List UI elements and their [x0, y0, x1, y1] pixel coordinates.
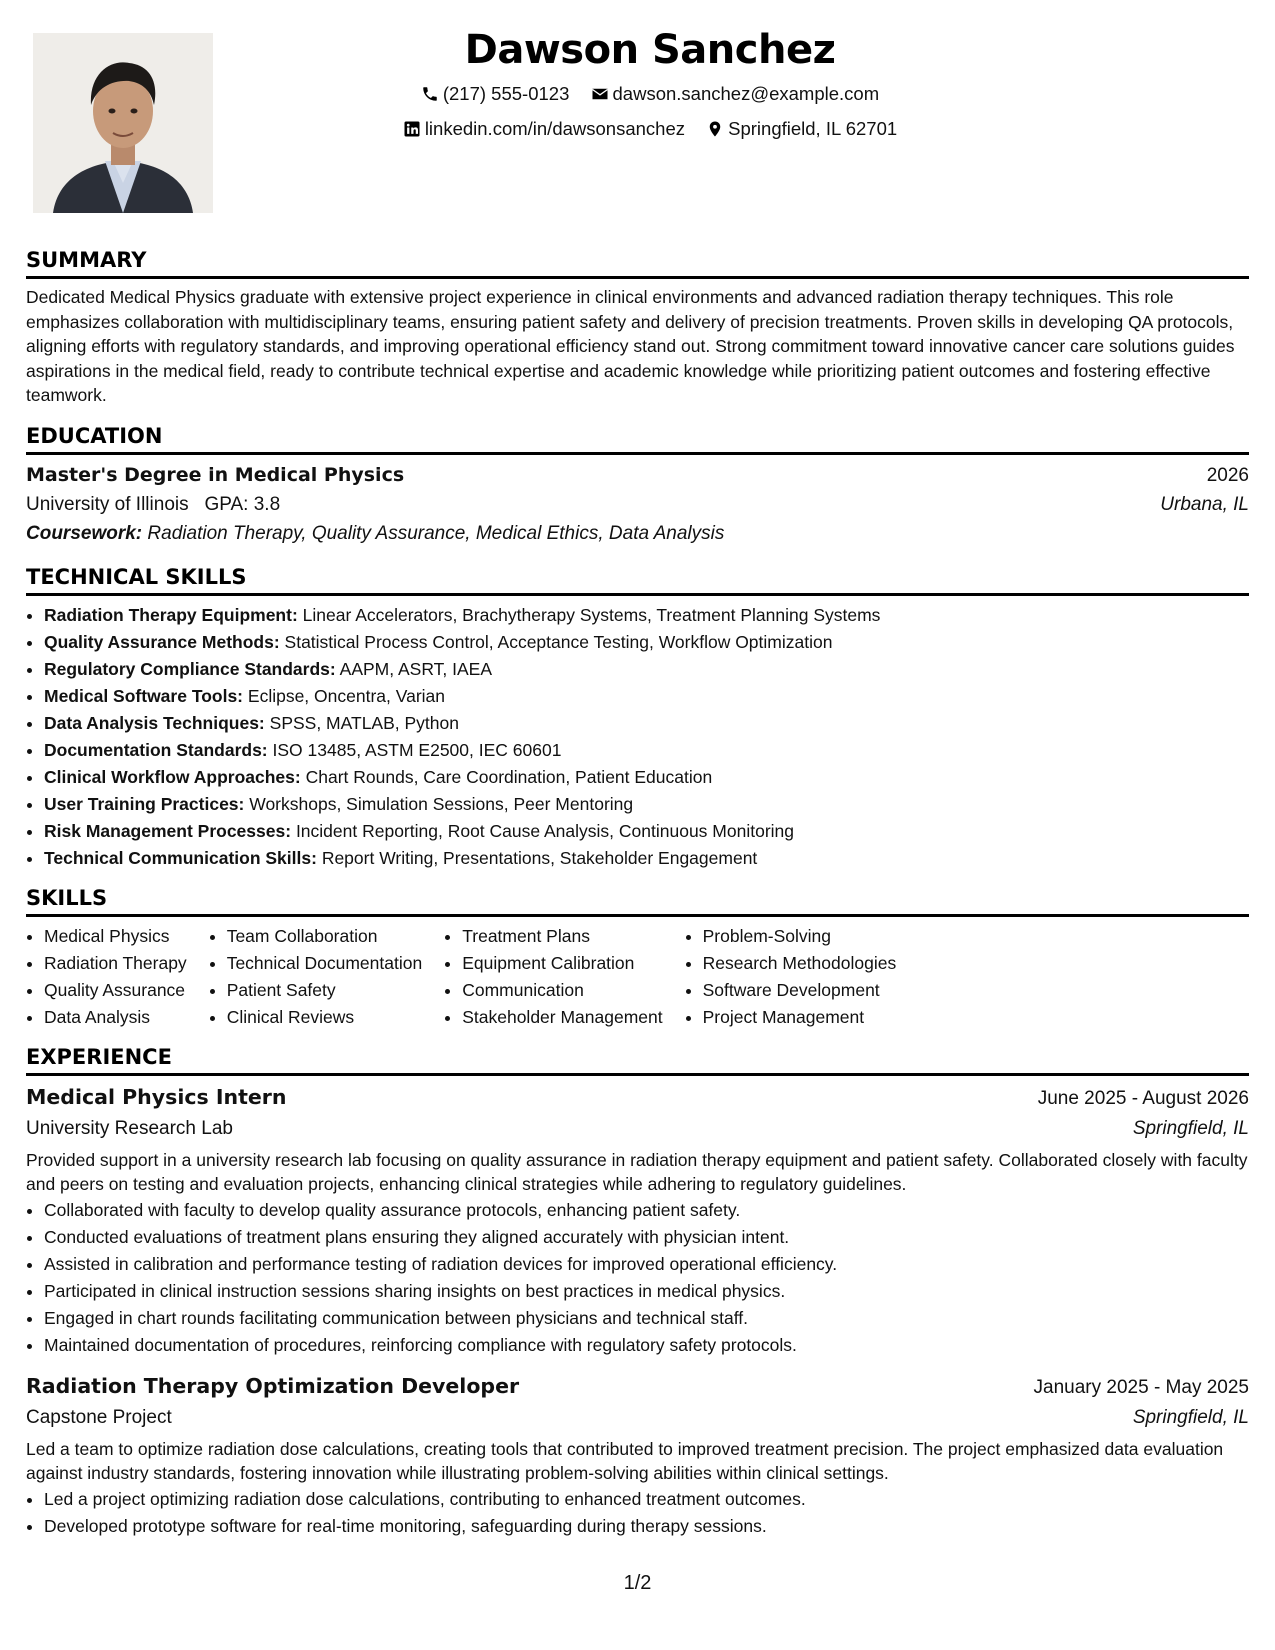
- job-organization: Capstone Project: [26, 1406, 172, 1428]
- skill-item: • Communication: [462, 977, 662, 1004]
- job-bullet: • Collaborated with faculty to develop quality assurance protocols, enhancing patient safety.: [44, 1197, 1249, 1224]
- technical-skill-label: Radiation Therapy Equipment:: [44, 604, 298, 625]
- graduation-year: 2026: [1206, 464, 1249, 486]
- location-text: Springfield, IL 62701: [728, 118, 898, 139]
- technical-skill-item: [44, 710, 1249, 737]
- summary-heading: SUMMARY: [26, 246, 1249, 279]
- candidate-name: Dawson Sanchez: [464, 27, 836, 73]
- school-name: University of Illinois: [26, 493, 189, 515]
- coursework-list: Radiation Therapy, Quality Assurance, Medical Ethics, Data Analysis: [147, 522, 725, 544]
- technical-skill-value: Linear Accelerators, Brachytherapy Systems, Treatment Planning Systems: [302, 604, 881, 625]
- technical-skills-list: [26, 602, 1249, 872]
- phone-text: (217) 555-0123: [442, 83, 570, 104]
- technical-skill-item: [44, 737, 1249, 764]
- email-contact[interactable]: [591, 78, 880, 110]
- job-bullet: • Maintained documentation of procedures, reinforcing compliance with regulatory safety protocols.: [44, 1332, 1249, 1359]
- job-bullet: • Participated in clinical instruction sessions sharing insights on best practices in medical physics.: [44, 1278, 1249, 1305]
- education-heading: EDUCATION: [26, 422, 1249, 455]
- technical-skill-value: Incident Reporting, Root Cause Analysis, Continuous Monitoring: [295, 820, 794, 841]
- email-text: dawson.sanchez@example.com: [612, 83, 880, 104]
- job-bullet: • Assisted in calibration and performance testing of radiation devices for improved operational efficiency.: [44, 1251, 1249, 1278]
- experience-list: [26, 1082, 1249, 1540]
- job-entry: [26, 1371, 1249, 1540]
- technical-skill-value: Chart Rounds, Care Coordination, Patient Education: [305, 766, 713, 787]
- page-number: 1/2: [623, 1572, 652, 1594]
- job-location: Springfield, IL: [1132, 1406, 1249, 1428]
- technical-skill-item: [44, 791, 1249, 818]
- job-bullets: [26, 1197, 1249, 1359]
- skill-item: • Research Methodologies: [703, 950, 897, 977]
- degree-title: Master's Degree in Medical Physics: [26, 463, 405, 486]
- technical-skill-item: [44, 818, 1249, 845]
- technical-skill-item: [44, 656, 1249, 683]
- skills-column: [209, 923, 423, 1031]
- envelope-icon: [591, 85, 609, 103]
- contact-row-1: [300, 78, 1000, 113]
- resume-body: [26, 246, 1249, 1540]
- resume-header: [300, 22, 1000, 148]
- skill-item: • Data Analysis: [44, 1004, 187, 1031]
- technical-skill-label: Data Analysis Techniques:: [44, 712, 265, 733]
- skills-heading: SKILLS: [26, 884, 1249, 917]
- skill-item: • Clinical Reviews: [227, 1004, 423, 1031]
- linkedin-contact[interactable]: [403, 113, 685, 145]
- summary-text: Dedicated Medical Physics graduate with extensive project experience in clinical environments and advanced radiation therapy techniques. This role emphasizes collaboration with multidisciplinary teams, ensuring patient safety and delivery of precision treatments. Proven skills in developing QA protocols, aligning efforts with regulatory standards, and improving operational efficiency stand out. Strong commitment toward innovative cancer care solutions guides aspirations in the medical field, ready to contribute technical expertise and academic knowledge while prioritizing patient outcomes and fostering effective teamwork.: [26, 287, 1235, 405]
- skill-item: • Stakeholder Management: [462, 1004, 662, 1031]
- job-bullets: [26, 1486, 1249, 1540]
- technical-skill-item: [44, 683, 1249, 710]
- phone-icon: [421, 85, 439, 103]
- skills-column: [685, 923, 897, 1031]
- skills-column: [26, 923, 187, 1031]
- technical-skills-heading: TECHNICAL SKILLS: [26, 563, 1249, 596]
- skill-item: • Project Management: [703, 1004, 897, 1031]
- technical-skill-label: Clinical Workflow Approaches:: [44, 766, 301, 787]
- skill-item: • Equipment Calibration: [462, 950, 662, 977]
- job-bullet: • Led a project optimizing radiation dose calculations, contributing to enhanced treatment outcomes.: [44, 1486, 1249, 1513]
- technical-skill-label: Regulatory Compliance Standards:: [44, 658, 336, 679]
- avatar: [33, 33, 213, 213]
- profile-photo: [33, 33, 213, 213]
- job-organization: University Research Lab: [26, 1117, 233, 1139]
- technical-skill-value: Report Writing, Presentations, Stakeholder Engagement: [321, 847, 758, 868]
- skills-grid: [26, 923, 1249, 1031]
- job-bullet: • Conducted evaluations of treatment plans ensuring they aligned accurately with physician intent.: [44, 1224, 1249, 1251]
- job-entry: [26, 1082, 1249, 1359]
- technical-skill-item: [44, 629, 1249, 656]
- technical-skill-value: Eclipse, Oncentra, Varian: [247, 685, 446, 706]
- technical-skill-label: Quality Assurance Methods:: [44, 631, 280, 652]
- job-dates: June 2025 - August 2026: [1037, 1087, 1249, 1109]
- location-contact: [706, 113, 897, 145]
- technical-skill-label: Risk Management Processes:: [44, 820, 292, 841]
- technical-skill-label: Medical Software Tools:: [44, 685, 244, 706]
- job-bullet: • Engaged in chart rounds facilitating communication between physicians and technical staff.: [44, 1305, 1249, 1332]
- linkedin-icon: [403, 120, 421, 138]
- job-bullet: • Developed prototype software for real-time monitoring, safeguarding during therapy sessions.: [44, 1513, 1249, 1540]
- skill-item: • Radiation Therapy: [44, 950, 187, 977]
- technical-skill-label: Documentation Standards:: [44, 739, 268, 760]
- job-title: Medical Physics Intern: [26, 1084, 287, 1109]
- job-location: Springfield, IL: [1132, 1117, 1249, 1139]
- technical-skill-item: [44, 602, 1249, 629]
- contact-row-2: [300, 113, 1000, 148]
- job-description: Led a team to optimize radiation dose calculations, creating tools that contributed to improved treatment precision. The project emphasized data evaluation against industry standards, fostering innovation while illustrating problem-solving abilities within clinical settings.: [26, 1438, 1224, 1483]
- technical-skill-value: Workshops, Simulation Sessions, Peer Mentoring: [249, 793, 634, 814]
- job-title: Radiation Therapy Optimization Developer: [26, 1373, 520, 1398]
- technical-skill-value: AAPM, ASRT, IAEA: [339, 658, 493, 679]
- technical-skill-item: [44, 764, 1249, 791]
- technical-skill-item: [44, 845, 1249, 872]
- technical-skill-value: SPSS, MATLAB, Python: [269, 712, 459, 733]
- technical-skill-label: Technical Communication Skills:: [44, 847, 317, 868]
- job-dates: January 2025 - May 2025: [1033, 1376, 1249, 1398]
- linkedin-text: linkedin.com/in/dawsonsanchez: [424, 118, 685, 139]
- skill-item: • Problem-Solving: [703, 923, 897, 950]
- job-description: Provided support in a university research lab focusing on quality assurance in radiation therapy equipment and patient safety. Collaborated closely with faculty and peers on testing and evaluation projects, enhancing clinical strategies while adhering to regulatory guidelines.: [26, 1149, 1248, 1194]
- coursework-line: [26, 519, 1249, 549]
- skill-item: • Technical Documentation: [227, 950, 423, 977]
- school-location: Urbana, IL: [1160, 493, 1249, 515]
- skill-item: • Software Development: [703, 977, 897, 1004]
- phone-contact[interactable]: [421, 78, 570, 110]
- coursework-label: Coursework:: [26, 522, 143, 544]
- education-entry: [26, 461, 1249, 549]
- skill-item: • Treatment Plans: [462, 923, 662, 950]
- map-pin-icon: [706, 120, 724, 138]
- skill-item: • Medical Physics: [44, 923, 187, 950]
- technical-skill-value: ISO 13485, ASTM E2500, IEC 60601: [272, 739, 562, 760]
- skills-column: [444, 923, 662, 1031]
- school-line: [26, 490, 280, 519]
- skill-item: • Patient Safety: [227, 977, 423, 1004]
- technical-skill-value: Statistical Process Control, Acceptance Testing, Workflow Optimization: [284, 631, 833, 652]
- skill-item: • Team Collaboration: [227, 923, 423, 950]
- experience-heading: EXPERIENCE: [26, 1043, 1249, 1076]
- skill-item: • Quality Assurance: [44, 977, 187, 1004]
- technical-skill-label: User Training Practices:: [44, 793, 245, 814]
- gpa: GPA: 3.8: [204, 493, 281, 515]
